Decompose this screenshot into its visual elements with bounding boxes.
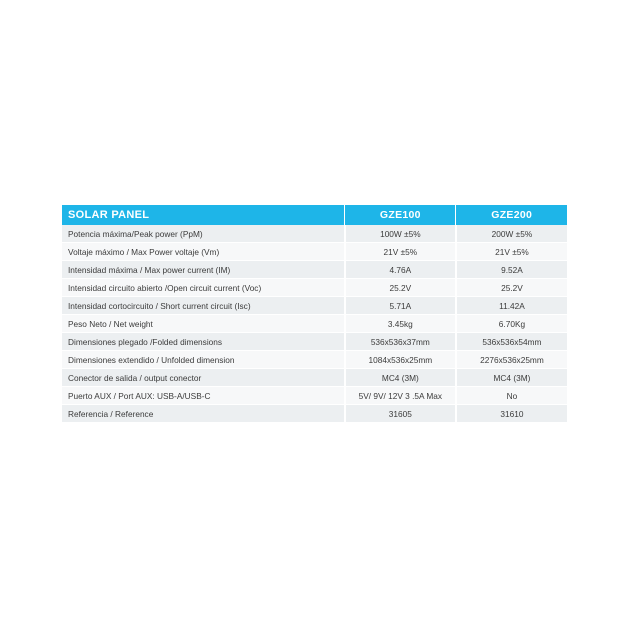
table-row (62, 369, 567, 387)
row-value-model-1: 100W ±5% (345, 225, 456, 243)
row-label: Referencia / Reference (62, 405, 345, 423)
row-value-model-1: 21V ±5% (345, 243, 456, 261)
row-label: Dimensiones plegado /Folded dimensions (62, 333, 345, 351)
table-row (62, 333, 567, 351)
column-header-model-1: GZE100 (345, 205, 456, 225)
row-value-model-1: 25.2V (345, 279, 456, 297)
row-label: Intensidad cortocircuito / Short current circuit (Isc) (62, 297, 345, 315)
row-label: Peso Neto / Net weight (62, 315, 345, 333)
solar-panel-spec-table (62, 205, 567, 422)
row-label: Dimensiones extendido / Unfolded dimension (62, 351, 345, 369)
row-value-model-1: 3.45kg (345, 315, 456, 333)
row-value-model-2: 11.42A (456, 297, 567, 315)
table-row (62, 261, 567, 279)
row-value-model-2: 21V ±5% (456, 243, 567, 261)
row-value-model-1: 31605 (345, 405, 456, 423)
table-row (62, 351, 567, 369)
row-value-model-2: MC4 (3M) (456, 369, 567, 387)
table-row (62, 387, 567, 405)
row-value-model-1: 1084x536x25mm (345, 351, 456, 369)
row-label: Potencia máxima/Peak power (PpM) (62, 225, 345, 243)
table-row (62, 279, 567, 297)
row-value-model-2: 31610 (456, 405, 567, 423)
row-value-model-1: 4.76A (345, 261, 456, 279)
table-row (62, 297, 567, 315)
table-row (62, 405, 567, 423)
table-row (62, 225, 567, 243)
row-value-model-1: 5V/ 9V/ 12V 3 .5A Max (345, 387, 456, 405)
table-row (62, 315, 567, 333)
table-header-row (62, 205, 567, 225)
table-title-cell: SOLAR PANEL (62, 205, 345, 225)
row-value-model-2: 25.2V (456, 279, 567, 297)
row-value-model-2: 200W ±5% (456, 225, 567, 243)
row-value-model-2: 536x536x54mm (456, 333, 567, 351)
row-label: Intensidad máxima / Max power current (IM) (62, 261, 345, 279)
row-value-model-1: 5.71A (345, 297, 456, 315)
row-label: Puerto AUX / Port AUX: USB-A/USB-C (62, 387, 345, 405)
table-row (62, 243, 567, 261)
row-value-model-2: 6.70Kg (456, 315, 567, 333)
row-value-model-1: 536x536x37mm (345, 333, 456, 351)
row-label: Conector de salida / output conector (62, 369, 345, 387)
table-body (62, 225, 567, 422)
row-value-model-1: MC4 (3M) (345, 369, 456, 387)
row-value-model-2: No (456, 387, 567, 405)
row-value-model-2: 2276x536x25mm (456, 351, 567, 369)
solar-panel-spec-table-container (62, 205, 567, 422)
row-label: Intensidad circuito abierto /Open circuit current (Voc) (62, 279, 345, 297)
row-value-model-2: 9.52A (456, 261, 567, 279)
row-label: Voltaje máximo / Max Power voltaje (Vm) (62, 243, 345, 261)
column-header-model-2: GZE200 (456, 205, 567, 225)
